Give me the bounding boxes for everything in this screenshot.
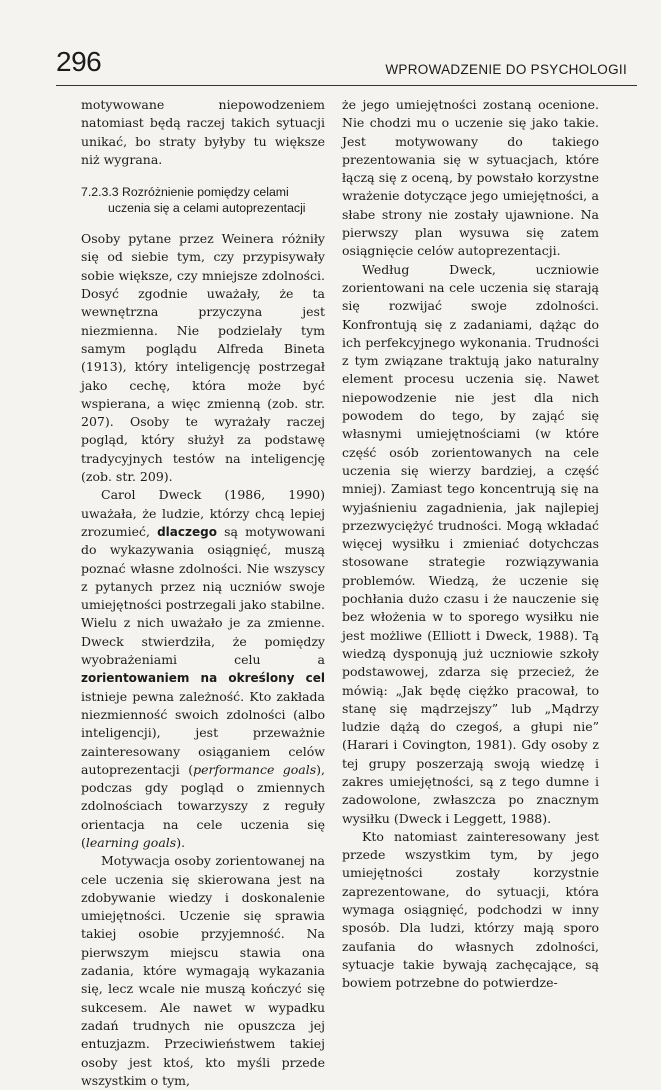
paragraph: Według Dweck, uczniowie zorientowani na cele uczenia się starają się rozwijać swoje zdolności. Konfrontują się z zadaniami, dążąc do ich perfekcyjnego wykonania. Trudności z tym związane traktują jako naturalny element procesu uczenia się. Nawet niepowodzenie nie jest dla nich powodem do tego, by zająć się własnymi umiejętnościami (w które część osób zorientowanych na cele uczenia się wierzy bardziej, a część mniej). Zamiast tego koncentrują się na wyjaśnieniu zagadnienia, jak najlepiej przezwyciężyć trudności. Mogą wkładać więcej wysiłku i zmieniać dotychczas stosowane strategie rozwiązywania problemów. Wiedzą, że uczenie się pochłania dużo czasu i że nauczenie się bez włożenia w to sporego wysiłku nie jest możliwe (Elliott i Dweck, 1988). Tą wiedzą dysponują już uczniowie szkoły podstawowej, zdarza się przecież, że mówią: „Jak będę ciężko pracował, to stanę się mądrzejszy” lub „Mądrzy ludzie dążą do czegoś, a głupi nie” (Harari i Covington, 1981). Gdy osoby z tej grupy poszerzają swoją wiedzę i zakres umiejętności, są z tego dumne i zadowolone, zwłaszcza po znacznym wysiłku (Dweck i Leggett, 1988). (342, 261, 599, 826)
left-column (81, 96, 325, 1090)
italic-term: learning goals (85, 834, 177, 850)
paragraph: Kto natomiast zainteresowany jest przede wszystkim tym, by jego umiejętności zostały korzystnie zaprezentowane, do sytuacji, która wymaga osiągnięć, podchodzi w inny sposób. Dla ludzi, którzy mają sporo zaufania do własnych zdolności, sytuacje takie bywają zachęcające, są bowiem potrzebne do potwierdze- (342, 828, 599, 991)
paragraph: Osoby pytane przez Weinera różniły się od siebie tym, czy przypisywały sobie większe, czy mniejsze zdolności. Dosyć zgodnie uważały, że ta wewnętrzna przyczyna jest niezmienna. Nie podzielały tym samym poglądu Alfreda Bineta (1913), który inteligencję postrzegał jako cechę, która może być wspierana, a więc zmienną (zob. str. 207). Osoby te wyrażały raczej pogląd, który służył za podstawę tradycyjnych testów na inteligencję (zob. str. 209). (81, 231, 325, 485)
heading-line-1: 7.2.3.3 Rozróżnienie pomiędzy celami (81, 185, 289, 200)
paragraph: że jego umiejętności zostaną ocenione. Nie chodzi mu o uczenie się jako takie. Jest motywowany do takiego prezentowania się w sytuacjach, które łączą się z oceną, by powstało korzystne wrażenie dotyczące jego umiejętności, a słabe strony nie zostały ujawnione. Na pierwszy plan wysuwa się zatem osiągnięcie celów autoprezentacji. (342, 97, 599, 259)
bold-term: dlaczego (157, 524, 217, 539)
bold-term: zorientowaniem na określony cel (81, 671, 325, 686)
paragraph: Motywacja osoby zorientowanej na cele uczenia się skierowana jest na zdobywanie wiedzy i doskonalenie umiejętności. Uczenie się sprawia takiej osobie przyjemność. Na pierwszym miejscu stawia ona zadania, które wymagają wykazania się, lecz wcale nie muszą kończyć się sukcesem. Ale nawet w wypadku zadań trudnych nie opuszcza jej entuzjazm. Przeciwieństwem takiej osoby jest ktoś, kto myśli przede wszystkim o tym, (81, 853, 325, 1088)
section-heading (81, 184, 325, 216)
right-column (342, 96, 599, 993)
text-run: istnieje pewna zależność. Kto zakłada niezmienność swoich zdolności (albo inteligencji), jest przeważnie zainteresowany osiąganiem celów autoprezentacji ( (81, 688, 325, 777)
text-run: ). (176, 834, 186, 850)
heading-line-2: uczenia się a celami autoprezentacji (108, 201, 306, 216)
header-rule (56, 85, 637, 86)
paragraph (81, 486, 325, 852)
running-head: WPROWADZENIE DO PSYCHOLOGII (385, 62, 627, 77)
text-run: Carol Dweck (1986, 1990) uważała, że ludzie, którzy chcą lepiej zrozumieć, (81, 487, 325, 539)
page-number: 296 (56, 46, 102, 77)
italic-term: performance goals (193, 761, 317, 777)
text-run: są motywowani do wykazywania osiągnięć, muszą poznać własne zdolności. Nie wszyscy z pytanych przez nią uczniów swoje umiejętności postrzegali jako stabilne. Wielu z nich uważało je za zmienne. Dweck stwierdziła, że pomiędzy wyobrażeniami celu a (81, 523, 326, 668)
paragraph: motywowane niepowodzeniem natomiast będą raczej takich sytuacji unikać, bo straty byłyby tu większe niż wygrana. (81, 97, 325, 167)
text-run: ), podczas gdy pogląd o zmiennych zdolnościach towarzyszy z reguły orientacja na cele uczenia się ( (81, 761, 325, 850)
